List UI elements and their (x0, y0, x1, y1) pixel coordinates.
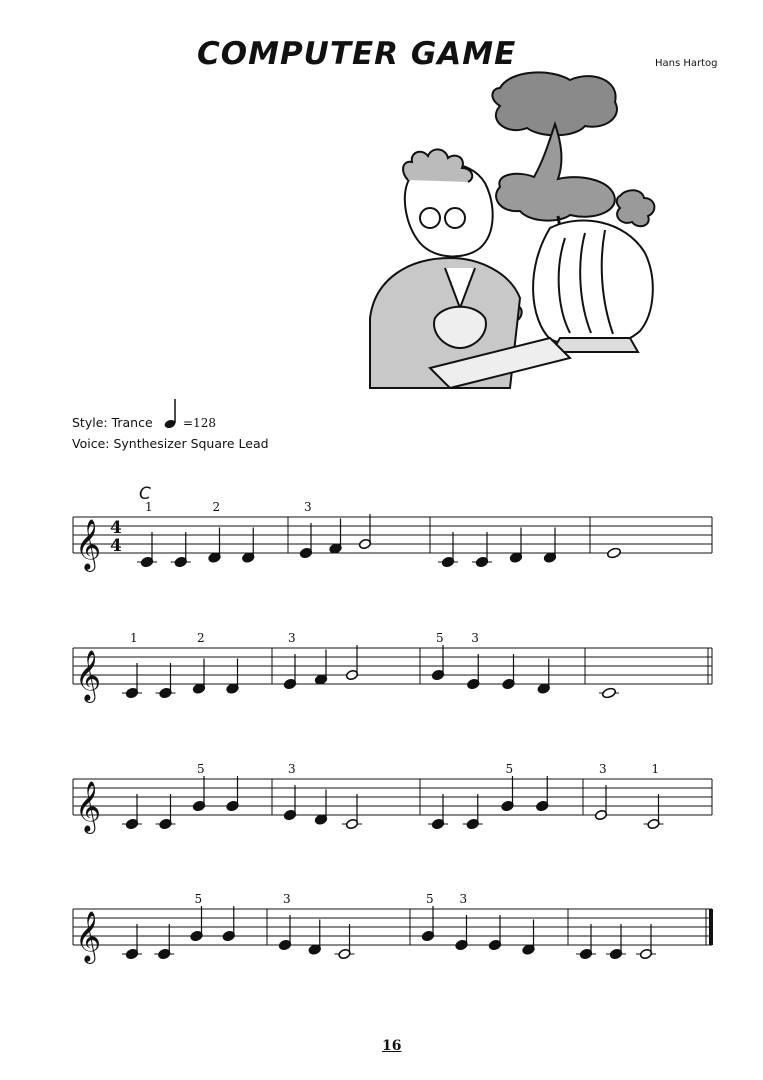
page-number: 16 (382, 1038, 402, 1054)
page-title: COMPUTER GAME (197, 36, 517, 72)
fingering-number: 3 (304, 500, 312, 514)
fingering-number: 3 (283, 892, 291, 906)
treble-clef-icon: 𝄞 (75, 519, 102, 570)
treble-clef-icon: 𝄞 (75, 781, 102, 832)
note-head (602, 687, 617, 699)
fingering-number: 5 (436, 631, 444, 645)
composer-name: Hans Hartog (655, 58, 718, 69)
chord-symbol: C (139, 484, 151, 504)
voice-label: Voice: Synthesizer Square Lead (72, 436, 269, 451)
fingering-number: 2 (212, 500, 221, 514)
fingering-number: 2 (197, 631, 205, 645)
fingering-number: 1 (145, 500, 153, 514)
style-label: Style: Trance (72, 415, 153, 430)
tempo-value: =128 (183, 416, 216, 430)
treble-clef-icon: 𝄞 (75, 650, 102, 701)
fingering-number: 5 (197, 762, 205, 776)
fingering-number: 5 (426, 892, 434, 906)
final-barline (709, 909, 713, 945)
treble-clef-icon: 𝄞 (75, 911, 102, 962)
time-signature-bottom: 4 (110, 536, 122, 556)
fingering-number: 3 (288, 631, 296, 645)
note-head (607, 547, 622, 559)
fingering-number: 5 (505, 762, 514, 776)
time-signature-top: 4 (110, 518, 122, 538)
fingering-number: 3 (599, 762, 607, 776)
fingering-number: 1 (130, 631, 138, 645)
fingering-number: 3 (459, 892, 468, 906)
fingering-number: 3 (288, 762, 296, 776)
fingering-number: 1 (651, 762, 660, 776)
fingering-number: 3 (471, 631, 479, 645)
fingering-number: 5 (194, 892, 203, 906)
